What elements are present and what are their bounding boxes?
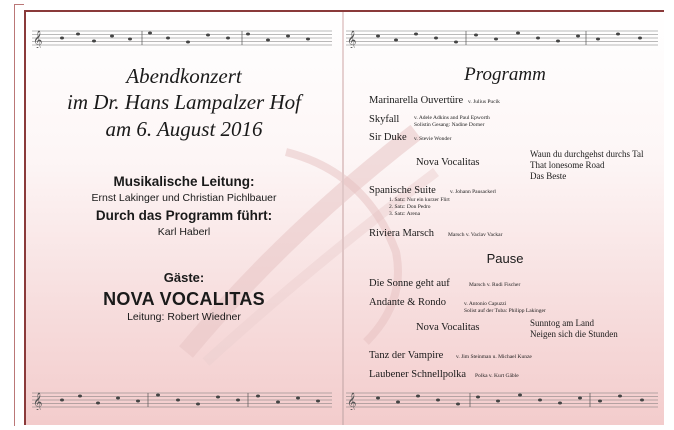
program-item-credit: v. Jim Steinman u. Michael Kunze xyxy=(456,354,532,360)
host-label: Durch das Programm führt: xyxy=(95,208,273,223)
song-title: That lonesome Road xyxy=(530,160,605,170)
program-item-title: Spanische Suite xyxy=(369,185,436,196)
program-item-note: Solist auf der Tuba: Philipp Lakinger xyxy=(464,308,546,314)
program-item-credit: Marsch v. Rudi Fischer xyxy=(469,282,521,288)
musical-direction-names: Ernst Lakinger und Christian Pichlbauer xyxy=(91,192,277,204)
guests-label: Gäste: xyxy=(163,270,205,285)
host-name: Karl Haberl xyxy=(157,226,211,238)
program-item-title: Sir Duke xyxy=(369,132,407,143)
guest-leader: Leitung: Robert Wiedner xyxy=(127,311,241,323)
program-item-title: Andante & Rondo xyxy=(369,297,446,308)
program-item-credit: Polka v. Kurt Gäble xyxy=(475,373,519,379)
program-item-credit: Marsch v. Vaclav Vackar xyxy=(448,232,503,238)
concert-date: am 6. August 2016 xyxy=(105,117,263,141)
program-item-credit: v. Johann Pausackerl xyxy=(450,189,496,195)
left-panel xyxy=(26,12,342,425)
program-item-title: Riviera Marsch xyxy=(369,228,435,239)
program-item-title: Skyfall xyxy=(369,114,400,125)
program-item-title: Nova Vocalitas xyxy=(416,322,480,333)
song-title: Das Beste xyxy=(530,171,567,181)
program-sheet xyxy=(24,10,664,425)
svg-text:𝄞: 𝄞 xyxy=(33,30,43,48)
svg-text:𝄞: 𝄞 xyxy=(347,30,357,48)
program-item-title: Marinarella Ouvertüre xyxy=(369,95,464,106)
svg-text:𝄞: 𝄞 xyxy=(33,392,43,410)
movement: 2. Satz: Don Pedro xyxy=(389,204,431,210)
movement: 1. Satz: Nur ein kurzer Flirt xyxy=(389,197,450,203)
guest-group-name: NOVA VOCALITAS xyxy=(103,289,265,309)
song-title: Sunntog am Land xyxy=(530,318,594,328)
program-item-title: Die Sonne geht auf xyxy=(369,278,450,289)
page-stack-edge xyxy=(14,4,24,426)
program-item-title: Tanz der Vampire xyxy=(369,350,444,361)
pause-label: Pause xyxy=(486,251,524,266)
svg-text:𝄞: 𝄞 xyxy=(347,392,357,410)
program-item-credit: v. Adele Adkins and Paul Epworth xyxy=(414,115,490,121)
program-title: Programm xyxy=(464,64,546,85)
program-item-credit: v. Julius Pucik xyxy=(468,99,500,105)
program-item-title: Nova Vocalitas xyxy=(416,157,480,168)
concert-venue: im Dr. Hans Lampalzer Hof xyxy=(67,90,301,114)
musical-direction-label: Musikalische Leitung: xyxy=(113,174,255,189)
song-title: Waun du durchgehst durchs Tal xyxy=(530,149,644,159)
program-item-credit: v. Antonio Capuzzi xyxy=(464,301,507,307)
song-title: Neigen sich die Stunden xyxy=(530,329,618,339)
movement: 3. Satz: Arena xyxy=(389,211,421,217)
program-item-note: Solistin Gesang: Nadine Dorner xyxy=(414,122,485,128)
concert-title: Abendkonzert xyxy=(126,64,242,88)
program-item-credit: v. Stevie Wonder xyxy=(414,136,452,142)
program-item-title: Laubener Schnellpolka xyxy=(369,369,467,380)
right-panel xyxy=(344,12,664,425)
